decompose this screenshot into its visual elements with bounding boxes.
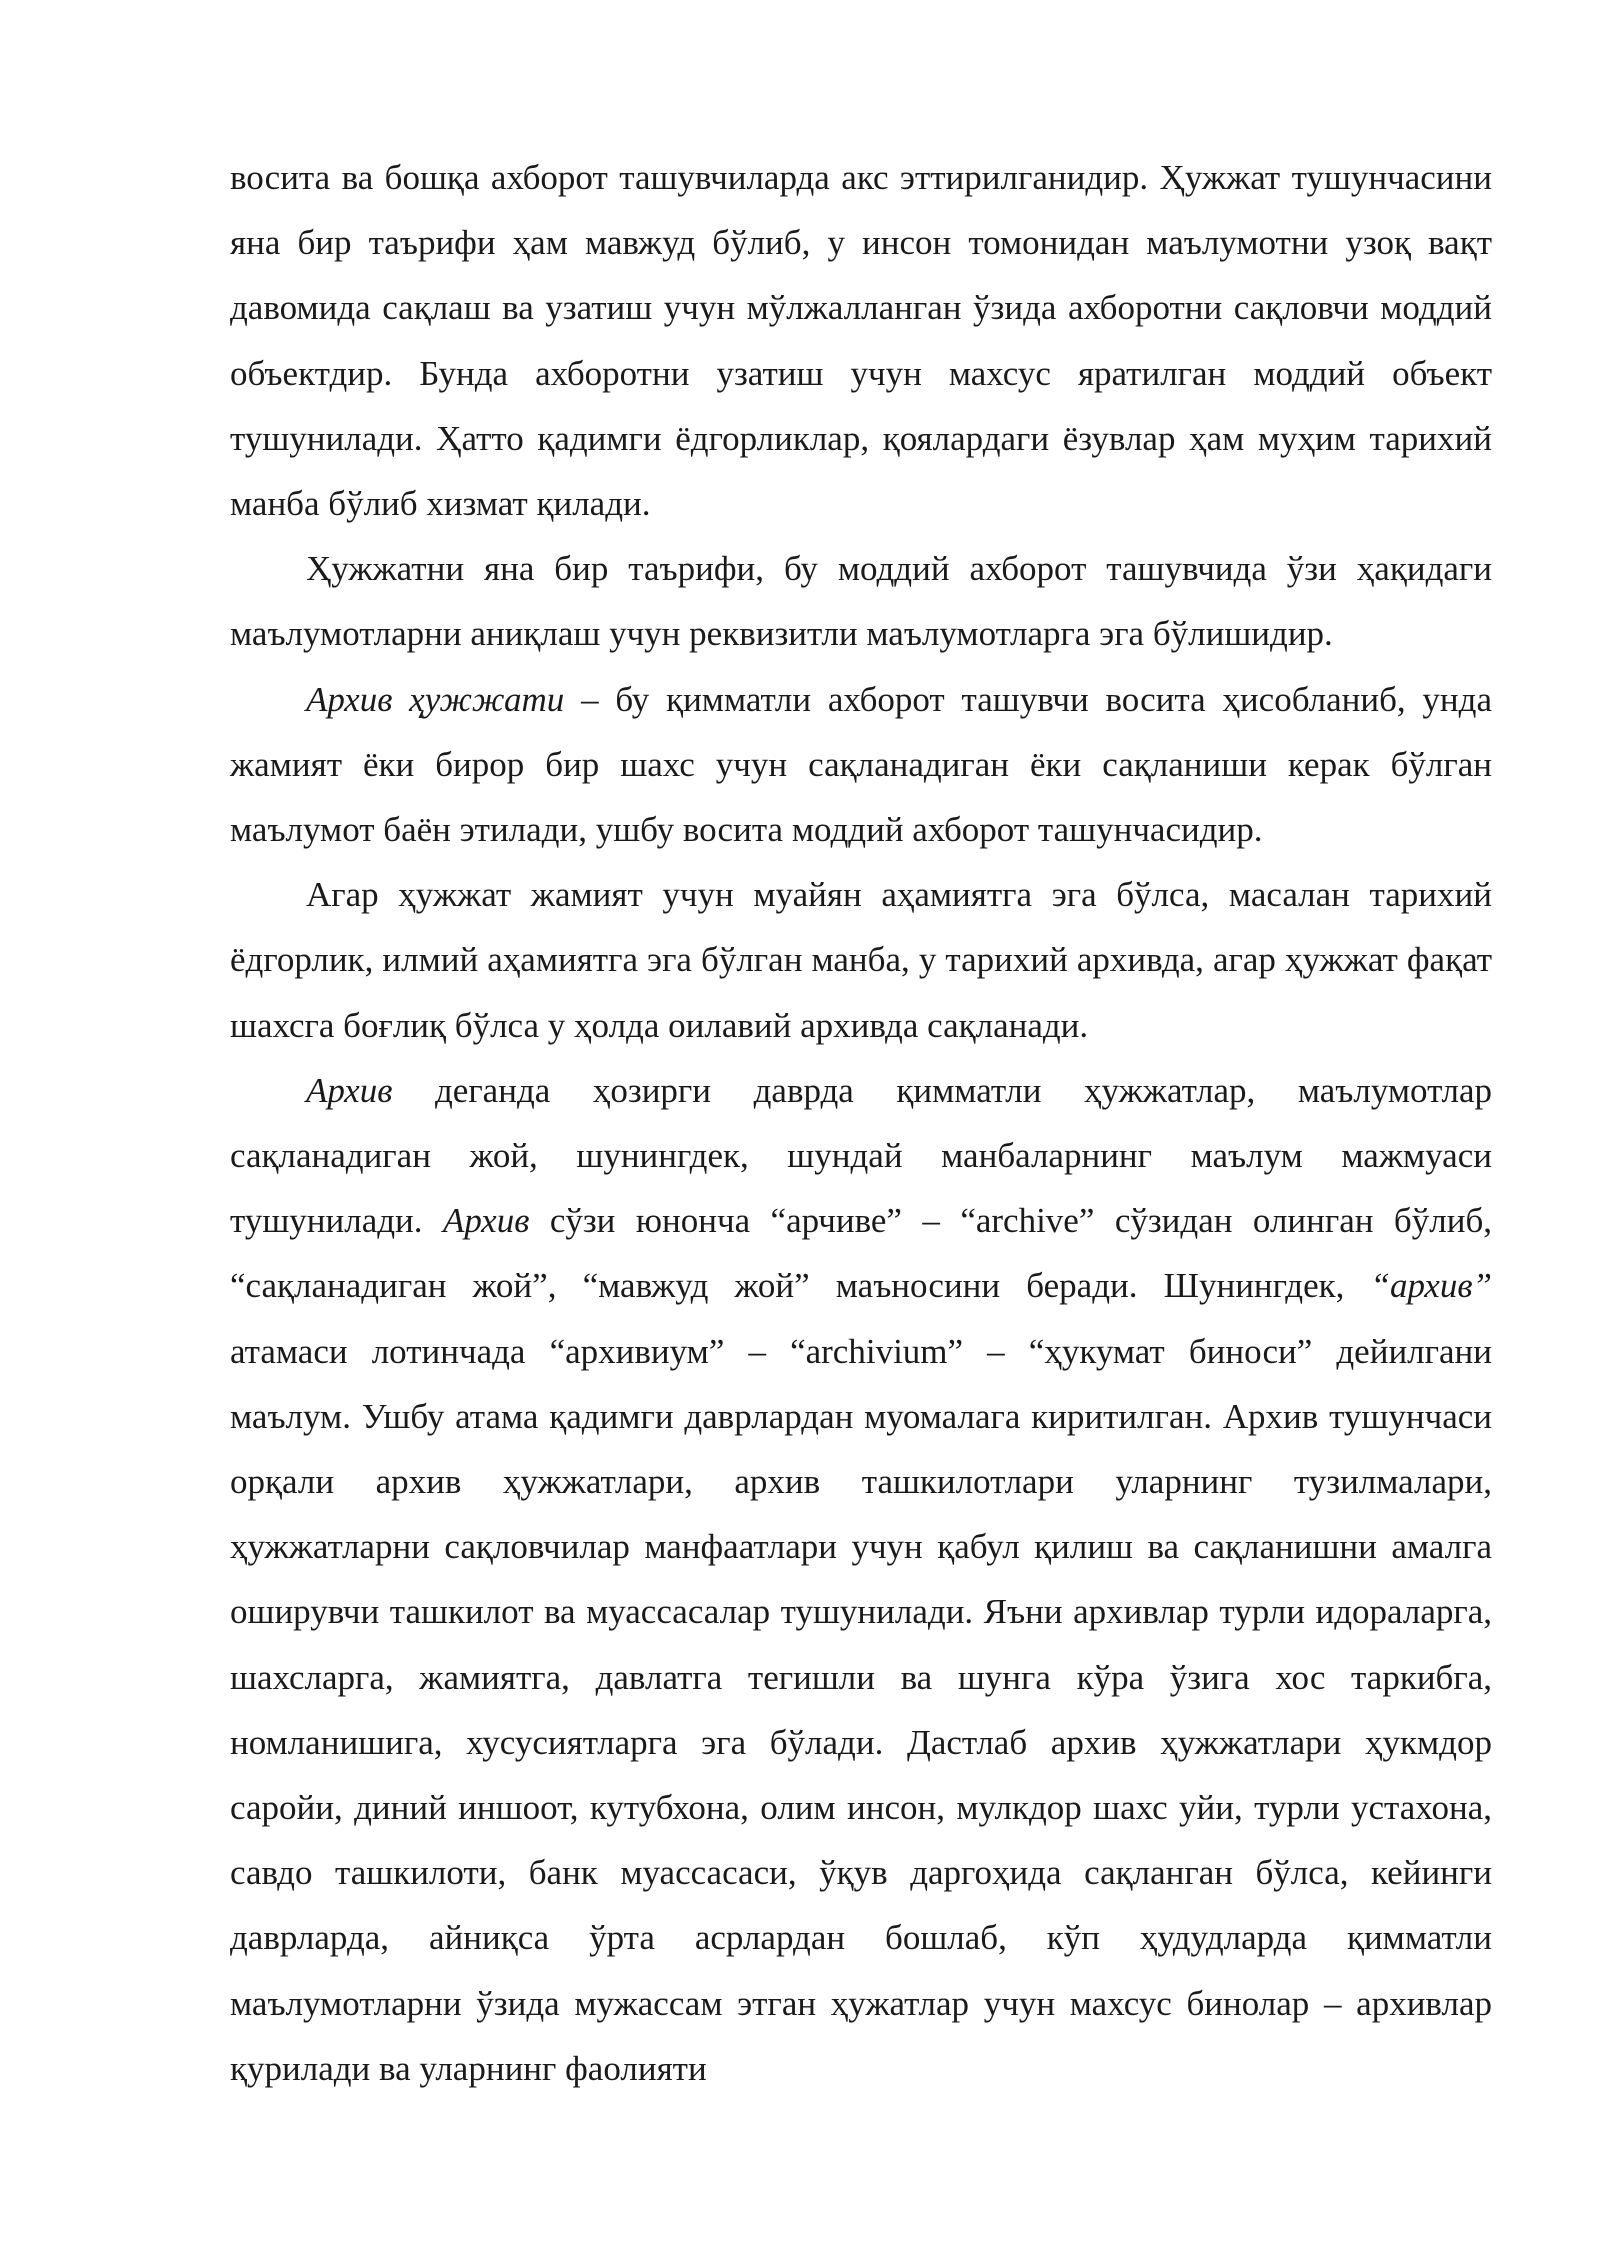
paragraph-5-text-2: сўзи юнонча “арчиве” – “archive” сўзидан олинган бўлиб, “сақланадиган жой”, “мавжуд жой” маъносини беради. Шунингдек, [230,1201,1492,1306]
paragraph-5-text-1: деганда ҳозирги даврда қимматли ҳужжатлар, маълумотлар сақланадиган жой, шунингдек, шундай манбаларнинг маълум мажмуаси тушунилади. [230,1070,1492,1241]
paragraph-1: восита ва бошқа ахборот ташувчиларда акс эттирилганидир. Ҳужжат тушунчасини яна бир таърифи ҳам мавжуд бўлиб, у инсон томонидан маълумотни узоқ вақт давомида сақлаш ва узатиш учун мўлжалланган ўзида ахборотни сақловчи моддий объектдир. Бунда ахборотни узатиш учун махсус яратилган моддий объект тушунилади. Ҳатто қадимги ёдгорликлар, қоялардаги ёзувлар ҳам муҳим тарихий манба бўлиб хизмат қилади. [230,158,1492,524]
term-archive-2: Архив [442,1201,530,1241]
paragraph-4: Агар ҳужжат жамият учун муайян аҳамиятга эга бўлса, масалан тарихий ёдгорлик, илмий аҳамиятга эга бўлган манба, у тарихий архивда, агар ҳужжат фақат шахсга боғлиқ бўлса у ҳолда оилавий архивда сақланади. [230,875,1492,1045]
term-archive-1: Архив [306,1070,393,1110]
term-archive-3: “архив” [1370,1266,1492,1306]
paragraph-3 [230,667,1492,863]
term-archive-document: Архив ҳужжати [306,679,565,719]
paragraph-5-text-3: атамаси лотинчада “архивиум” – “archivium” – “ҳукумат биноси” дейилгани маълум. Ушбу атама қадимги даврлардан муомалага киритилган. Архив тушунчаси орқали архив ҳужжатлари, архив ташкилотлари уларнинг тузилмалари, ҳужжатларни сақловчилар манфаатлари учун қабул қилиш ва сақланишни амалга оширувчи ташкилот ва муассасалар тушунилади. Яъни архивлар турли идораларга, шахсларга, жамиятга, давлатга тегишли ва шунга кўра ўзига хос таркибга, номланишига, хусусиятларга эга бўлади. Дастлаб архив ҳужжатлари ҳукмдор саройи, диний иншоот, кутубхона, олим инсон, мулкдор шахс уйи, турли устахона, савдо ташкилоти, банк муассасаси, ўқув даргоҳида сақланган бўлса, кейинги даврларда, айниқса ўрта асрлардан бошлаб, кўп ҳудудларда қимматли маълумотларни ўзида мужассам этган ҳужатлар учун махсус бинолар – архивлар қурилади ва уларнинг фаолияти [230,1331,1492,2088]
document-page [230,145,1492,2101]
paragraph-2: Ҳужжатни яна бир таърифи, бу моддий ахборот ташувчида ўзи ҳақидаги маълумотларни аниқлаш учун реквизитли маълумотларга эга бўлишидир. [230,549,1492,654]
paragraph-3-text: – бу қимматли ахборот ташувчи восита ҳисобланиб, унда жамият ёки бирор бир шахс учун сақланадиган ёки сақланиши керак бўлган маълумот баён этилади, ушбу восита моддий ахборот ташунчасидир. [230,679,1492,850]
paragraph-5 [230,1058,1492,2101]
